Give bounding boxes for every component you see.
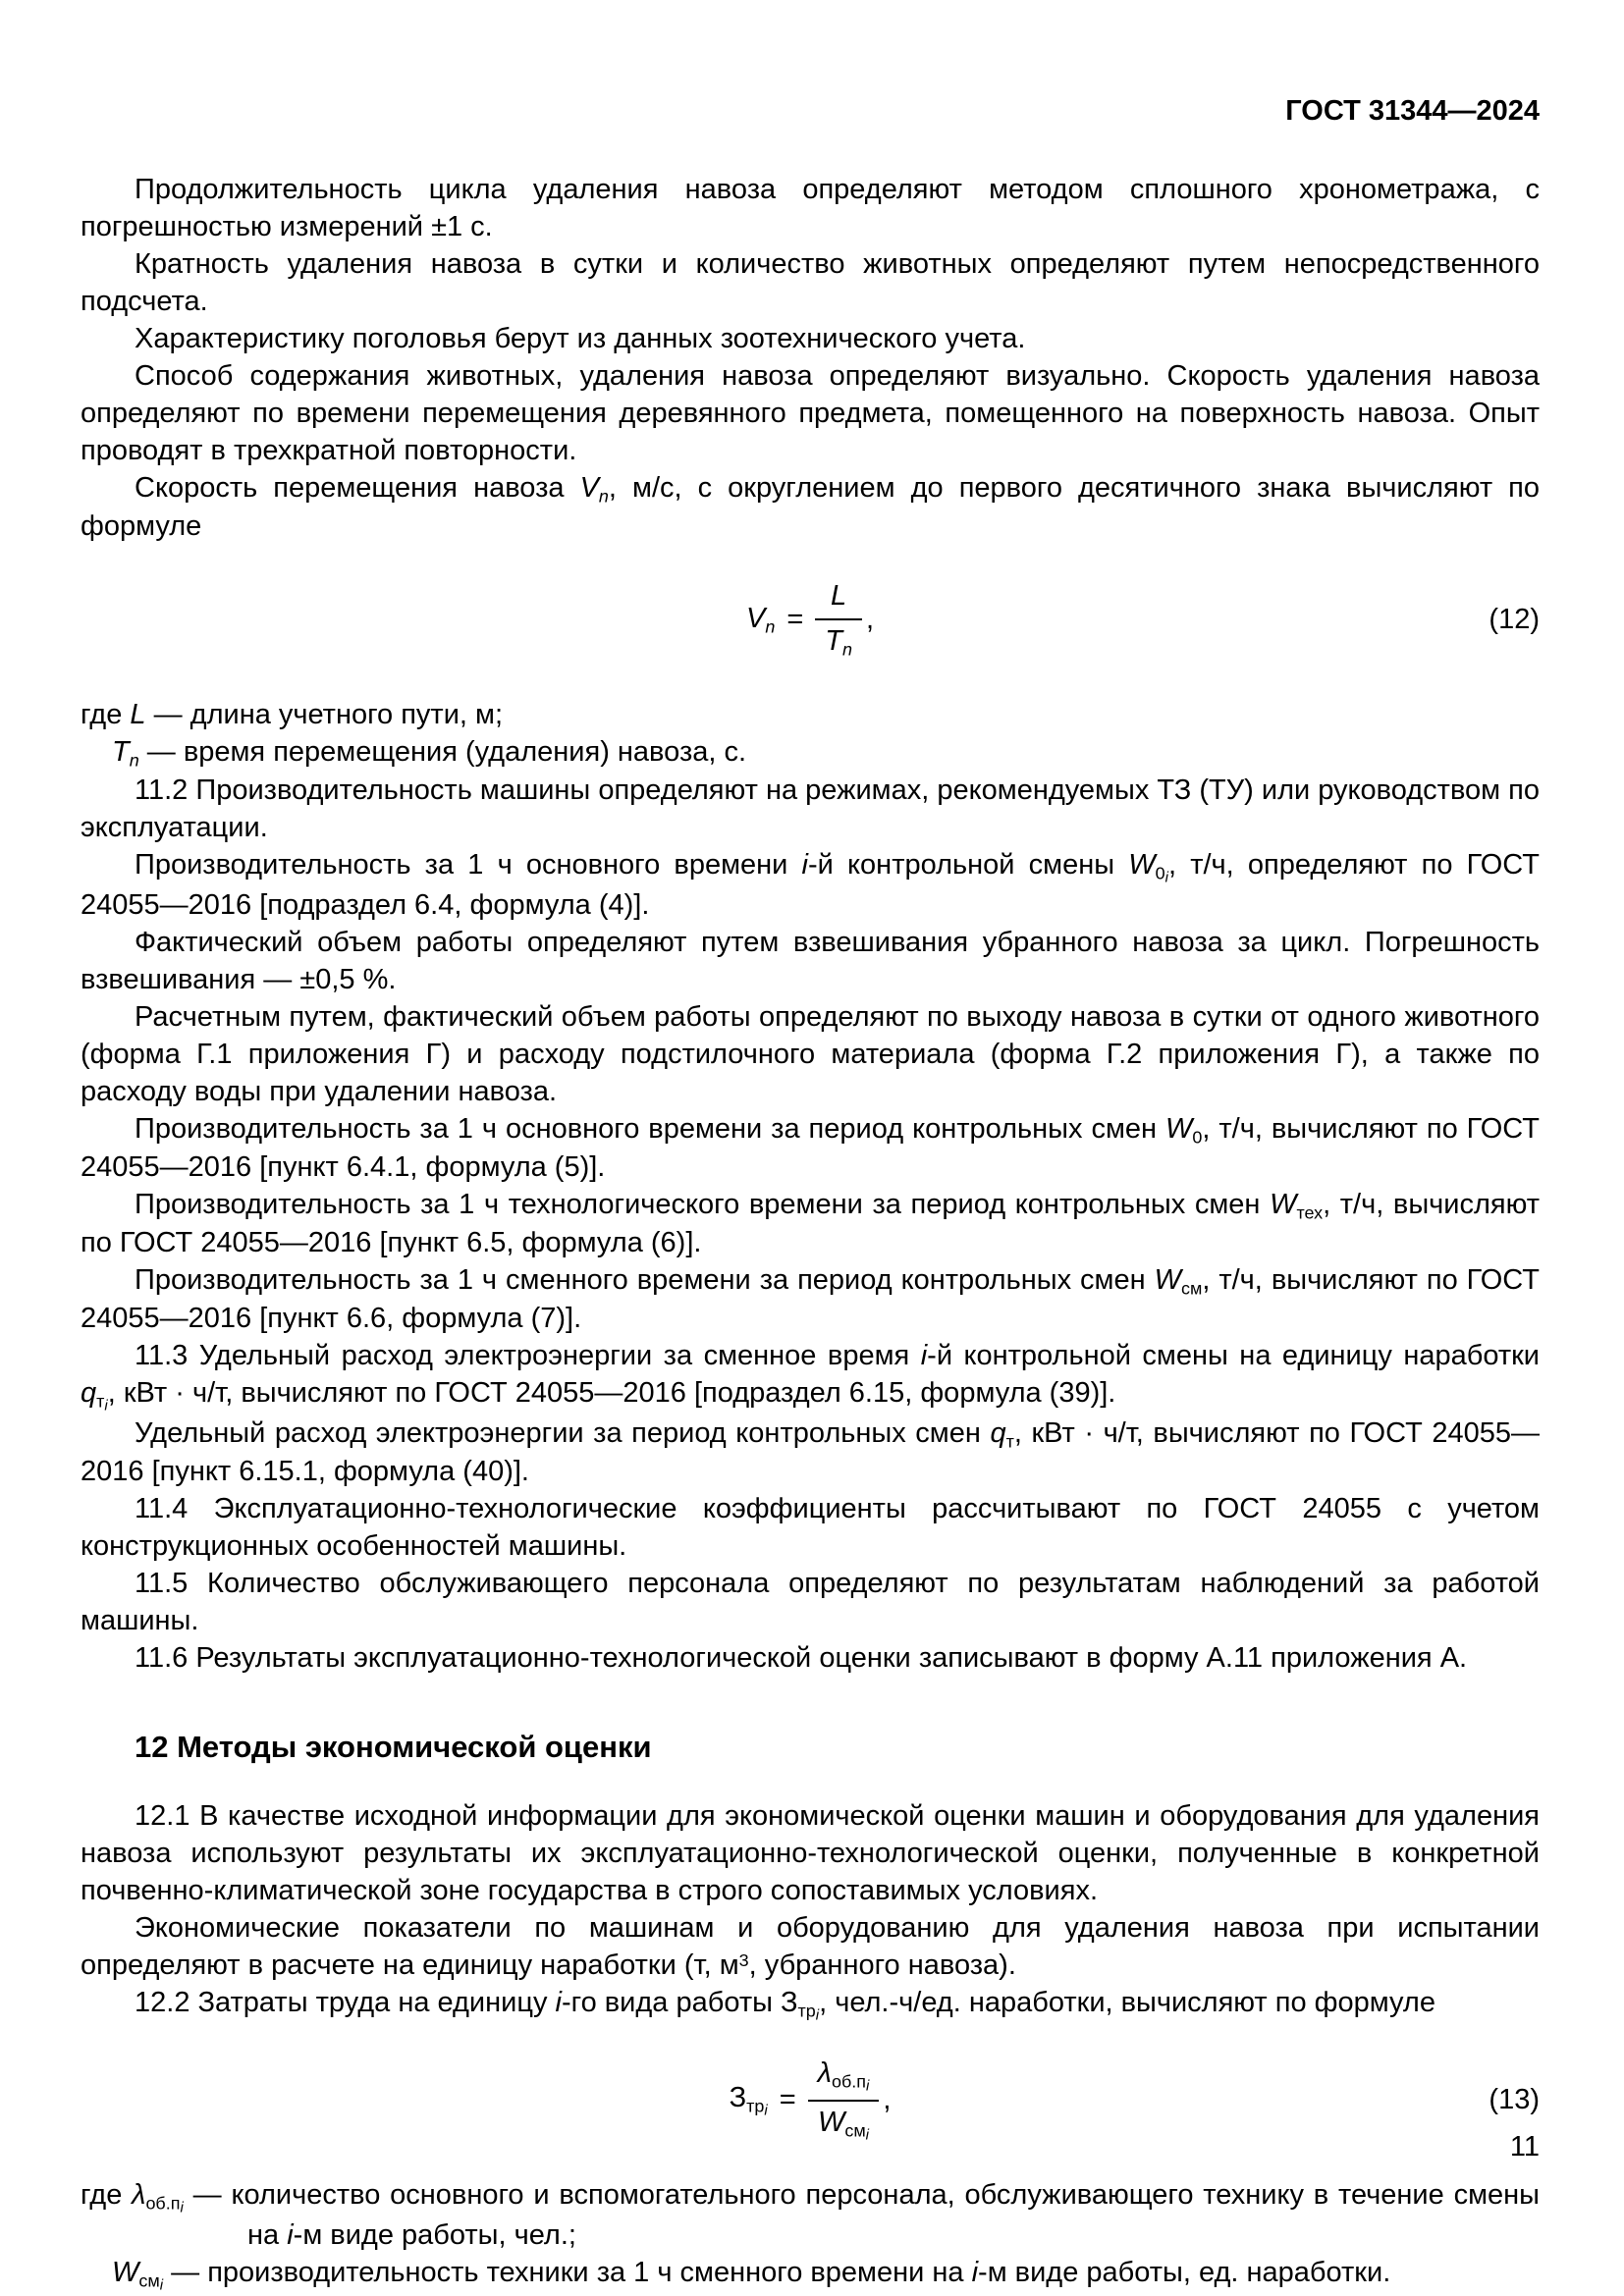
- clause-11-4: 11.4 Эксплуатационно-технологические коэффициенты рассчитывают по ГОСТ 24055 с учетом конструкционных особенностей машины.: [81, 1493, 1540, 1563]
- paragraph-energy-qt: Удельный расход электроэнергии за период контрольных смен qт, кВт · ч/т, вычисляют по ГОСТ 24055—2016 [пункт 6.15.1, формула (40)].: [81, 1417, 1540, 1488]
- where-definition-Tn: Tn — время перемещения (удаления) навоза, с.: [112, 735, 747, 771]
- formula-12-trailing: ,: [865, 603, 875, 635]
- formula-13-expression: [730, 2056, 892, 2145]
- section-heading-12: 12 Методы экономической оценки: [135, 1730, 652, 1765]
- clause-11-2: 11.2 Производительность машины определяют на режимах, рекомендуемых ТЗ (ТУ) или руководством по эксплуатации.: [81, 774, 1540, 843]
- paragraph-method-observation: Способ содержания животных, удаления навоза определяют визуально. Скорость удаления навоза определяют по времени перемещения деревянного предмета, помещенного на поверхность навоза. Опыт проводят в трехкратной повторности.: [81, 359, 1540, 466]
- paragraph-productivity-w0: Производительность за 1 ч основного времени за период контрольных смен W0, т/ч, вычисляют по ГОСТ 24055—2016 [пункт 6.4.1, формула (5)].: [81, 1113, 1540, 1183]
- clause-12-1: 12.1 В качестве исходной информации для экономической оценки машин и оборудования для удаления навоза используют результаты их эксплуатационно-технологической оценки, полученные в конкретной почвенно-климатической зоне государства в строго сопоставимых условиях.: [81, 1800, 1540, 1907]
- paragraph-calculated-volume: Расчетным путем, фактический объем работы определяют по выходу навоза в сутки от одного животного (форма Г.1 приложения Г) и расходу подстилочного материала (форма Г.2 приложения Г), а также по расходу воды при удалении навоза.: [81, 1001, 1540, 1108]
- formula-13-lhs: Зтр$_i$: [729, 2081, 768, 2119]
- fraction-denominator: Wсм$_i$: [808, 2100, 880, 2145]
- paragraph-actual-volume: Фактический объем работы определяют путем взвешивания убранного навоза за цикл. Погрешность взвешивания — ±0,5 %.: [81, 927, 1540, 996]
- formula-12: [81, 571, 1540, 669]
- paragraph-economic-indicators: Экономические показатели по машинам и оборудованию для удаления навоза при испытании определяют в расчете на единицу наработки (т, $м^3$, убранного навоза).: [81, 1912, 1540, 1982]
- where-definition-lambda: где $\lambda об.п_i$ — количество основного и вспомогательного персонала, обслуживающего технику в течение смены на i-м виде работы, чел.;: [81, 2178, 1540, 2252]
- formula-12-number: (12): [1489, 603, 1540, 635]
- paragraph-removal-frequency: Кратность удаления навоза в сутки и количество животных определяют путем непосредственного подсчета.: [81, 247, 1540, 317]
- equals-sign: =: [786, 603, 804, 635]
- paragraph-productivity-wsm: Производительность за 1 ч сменного времени за период контрольных смен Wсм, т/ч, вычисляют по ГОСТ 24055—2016 [пункт 6.6, формула (7)].: [81, 1263, 1540, 1334]
- where-definition-L: где L — длина учетного пути, м;: [81, 698, 504, 730]
- fraction: [808, 2056, 880, 2145]
- clause-11-5: 11.5 Количество обслуживающего персонала определяют по результатам наблюдений за работой машины.: [81, 1568, 1540, 1637]
- clause-11-3: 11.3 Удельный расход электроэнергии за сменное время i-й контрольной смены на единицу наработки $qт_i$, кВт · ч/т, вычисляют по ГОСТ 24055—2016 [подраздел 6.15, формула (39)].: [81, 1339, 1541, 1415]
- paragraph-herd-characteristic: Характеристику поголовья берут из данных зоотехнического учета.: [135, 322, 1026, 354]
- fraction-denominator: Tn: [815, 618, 862, 662]
- formula-12-lhs: Vn: [745, 603, 776, 637]
- doc-header: [81, 93, 1540, 131]
- paragraph-productivity-wtech: Производительность за 1 ч технологического времени за период контрольных смен Wтех, т/ч, вычисляют по ГОСТ 24055—2016 [пункт 6.5, формула (6)].: [81, 1188, 1540, 1258]
- formula-13: [81, 2052, 1540, 2150]
- equals-sign: =: [779, 2083, 796, 2115]
- fraction: [815, 578, 862, 662]
- paragraph-productivity-w0i: Производительность за 1 ч основного времени i-й контрольной смены $W0_i$, т/ч, определяют по ГОСТ 24055—2016 [подраздел 6.4, формула (4)].: [81, 848, 1540, 922]
- paragraph-speed-formula-intro: Скорость перемещения навоза Vn, м/с, с округлением до первого десятичного знака вычисляют по формуле: [81, 471, 1540, 542]
- fraction-numerator: $\lambda об.п_i$: [817, 2057, 870, 2095]
- paragraph-cycle-duration: Продолжительность цикла удаления навоза определяют методом сплошного хронометража, с погрешностью измерений ±1 с.: [81, 173, 1540, 242]
- where-definition-wsm: Wсм$_i$ — производительность техники за 1 ч сменного времени на i-м виде работы, ед. наработки.: [112, 2257, 1391, 2294]
- fraction-numerator: L: [831, 580, 847, 613]
- clause-12-2: 12.2 Затраты труда на единицу i-го вида работы Зтр$_i$, чел.-ч/ед. наработки, вычисляют по формуле: [135, 1987, 1435, 2024]
- formula-12-expression: [746, 578, 874, 662]
- doc-code: ГОСТ 31344—2024: [1285, 95, 1540, 127]
- formula-13-trailing: ,: [883, 2083, 892, 2115]
- formula-13-number: (13): [1489, 2083, 1540, 2115]
- page-number: 11: [1509, 2131, 1540, 2163]
- clause-11-6: 11.6 Результаты эксплуатационно-технологической оценки записывают в форму А.11 приложения А.: [135, 1642, 1468, 1675]
